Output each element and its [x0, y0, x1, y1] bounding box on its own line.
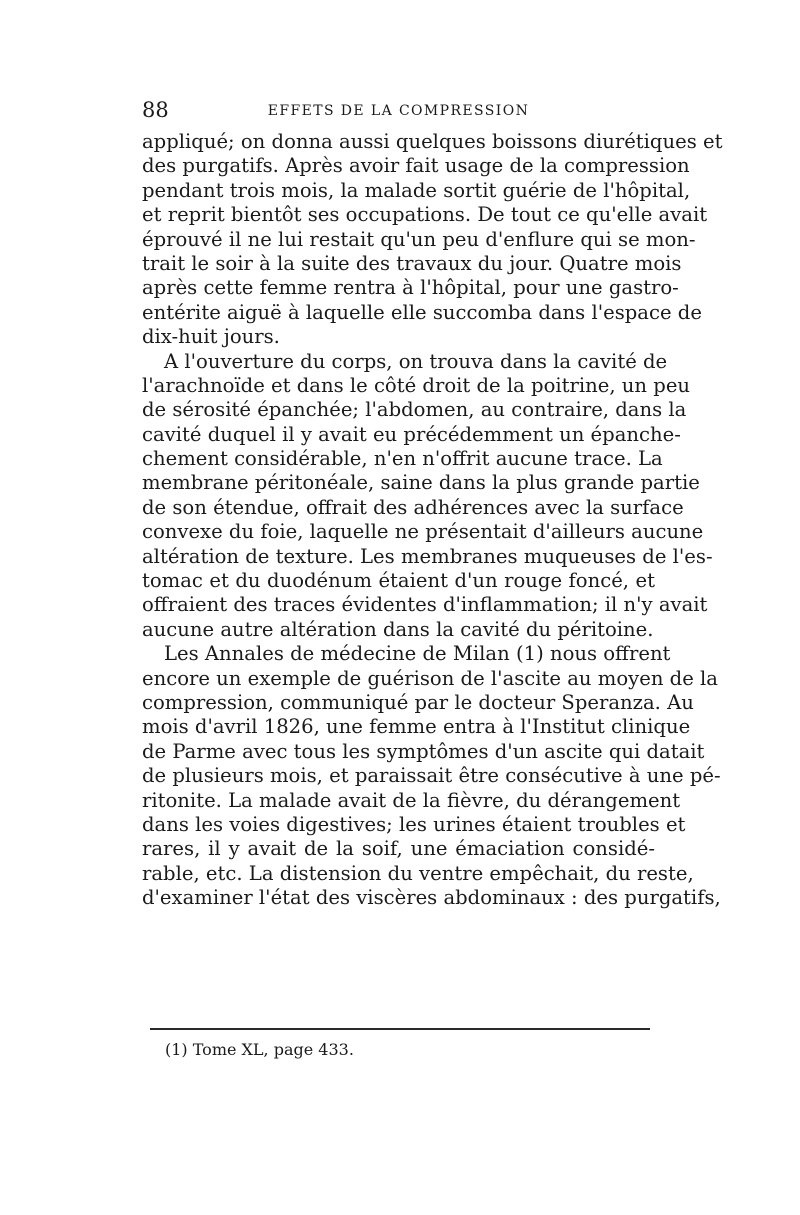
running-title: EFFETS DE LA COMPRESSION: [267, 103, 530, 119]
page-number: 88: [142, 98, 169, 122]
text-line: chement considérable, n'en n'offrit aucune trace. La: [142, 447, 663, 471]
text-line: ritonite. La malade avait de la fièvre, du dérangement: [142, 788, 681, 812]
text-line: après cette femme rentra à l'hôpital, pour une gastro-: [142, 276, 679, 300]
text-line: pendant trois mois, la malade sortit guérie de l'hôpital,: [142, 178, 691, 202]
text-line: de son étendue, offrait des adhérences avec la surface: [142, 495, 684, 519]
text-line: cavité duquel il y avait eu précédemment un épanche-: [142, 422, 681, 446]
text-line: A l'ouverture du corps, on trouva dans la cavité de: [164, 349, 668, 373]
text-line: rares, il y avait de la soif, une émaciation considé-: [142, 837, 655, 861]
text-line: l'arachnoïde et dans le côté droit de la poitrine, un peu: [142, 373, 691, 397]
text-line: altération de texture. Les membranes muqueuses de l'es-: [142, 544, 713, 568]
text-line: offraient des traces évidentes d'inflammation; il n'y avait: [142, 593, 708, 617]
text-line: de Parme avec tous les symptômes d'un ascite qui datait: [142, 739, 705, 763]
text-line: dans les voies digestives; les urines étaient troubles et: [142, 812, 686, 836]
text-line: encore un exemple de guérison de l'ascite au moyen de la: [142, 666, 718, 690]
text-line: de sérosité épanchée; l'abdomen, au contraire, dans la: [142, 398, 687, 422]
text-line: convexe du foie, laquelle ne présentait d'ailleurs aucune: [142, 520, 704, 544]
text-line: d'examiner l'état des viscères abdominaux : des purgatifs,: [142, 886, 721, 910]
footnote-divider: [150, 1028, 650, 1030]
text-line: Les Annales de médecine de Milan (1) nous offrent: [164, 642, 671, 666]
text-line: de plusieurs mois, et paraissait être consécutive à une pé-: [142, 764, 721, 788]
text-line: compression, communiqué par le docteur Speranza. Au: [142, 690, 694, 714]
body-text: [142, 130, 723, 911]
text-line: aucune autre altération dans la cavité du péritoine.: [142, 617, 654, 641]
text-line: éprouvé il ne lui restait qu'un peu d'enflure qui se mon-: [142, 227, 696, 251]
text-line: membrane péritonéale, saine dans la plus grande partie: [142, 471, 700, 495]
text-line: et reprit bientôt ses occupations. De tout ce qu'elle avait: [142, 203, 708, 227]
footnote: (1) Tome XL, page 433.: [165, 1040, 354, 1059]
text-line: dix-huit jours.: [142, 325, 280, 349]
text-line: rable, etc. La distension du ventre empêchait, du reste,: [142, 861, 694, 885]
running-head: [142, 98, 655, 122]
text-line: tomac et du duodénum étaient d'un rouge foncé, et: [142, 569, 655, 593]
text-line: mois d'avril 1826, une femme entra à l'Institut clinique: [142, 715, 691, 739]
text-line: appliqué; on donna aussi quelques boissons diurétiques et: [142, 130, 723, 153]
text-line: entérite aiguë à laquelle elle succomba dans l'espace de: [142, 300, 702, 324]
text-line: trait le soir à la suite des travaux du jour. Quatre mois: [142, 251, 682, 275]
text-line: des purgatifs. Après avoir fait usage de la compression: [142, 154, 690, 178]
